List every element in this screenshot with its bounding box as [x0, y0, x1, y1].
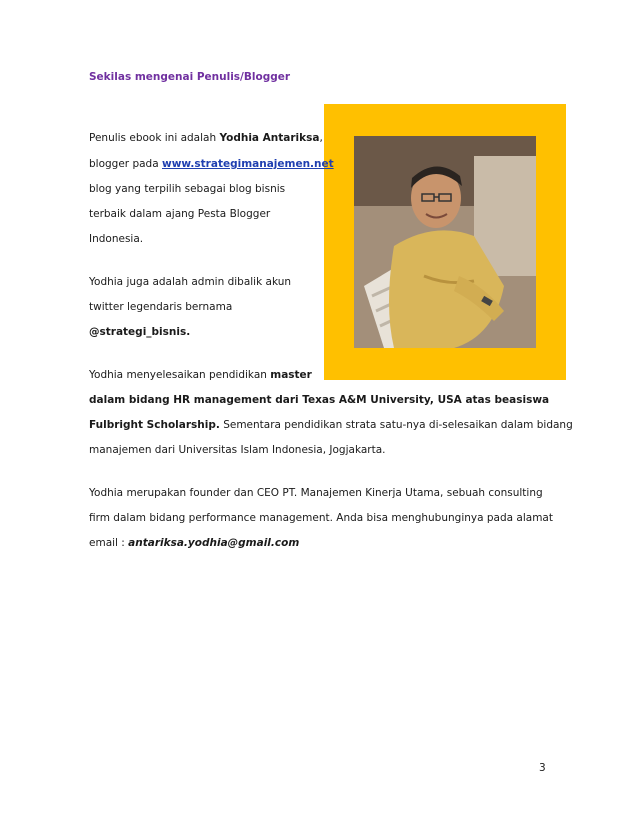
author-photo-frame: [324, 104, 566, 380]
text: ,: [319, 132, 323, 144]
p2-line-3: [89, 325, 190, 339]
author-name: Yodhia Antariksa: [219, 132, 320, 144]
p1-line-3: blog yang terpilih sebagai blog bisnis: [89, 183, 286, 195]
p3-line-4: manajemen dari Universitas Islam Indonesia, Jogjakarta.: [89, 444, 386, 456]
p4-line-3: [89, 536, 299, 550]
page-number: 3: [539, 762, 546, 774]
text: blogger pada: [89, 158, 162, 170]
p1-line-1: [89, 131, 323, 145]
p2-line-1: Yodhia juga adalah admin dibalik akun: [89, 276, 292, 288]
text: Penulis ebook ini adalah: [89, 132, 220, 144]
p1-line-5: Indonesia.: [89, 233, 144, 245]
bold-text: master: [270, 369, 312, 381]
p4-line-1: Yodhia merupakan founder dan CEO PT. Manajemen Kinerja Utama, sebuah consulting: [89, 487, 543, 499]
p3-line-2: [89, 393, 549, 407]
p2-line-2: twitter legendaris bernama: [89, 301, 233, 313]
p1-line-2: [89, 157, 334, 171]
bold-text: dalam bidang HR management dari Texas A&M University, USA atas beasiswa: [89, 394, 550, 406]
p3-line-3: [89, 418, 573, 432]
email-address: antariksa.yodhia@gmail.com: [128, 537, 300, 549]
text: Sementara pendidikan strata satu-nya di-selesaikan dalam bidang: [219, 419, 573, 431]
p1-line-4: terbaik dalam ajang Pesta Blogger: [89, 208, 271, 220]
text: email :: [89, 537, 129, 549]
blog-link[interactable]: www.strategimanajemen.net: [162, 158, 334, 170]
bold-text: Fulbright Scholarship.: [89, 419, 220, 431]
twitter-handle: @strategi_bisnis.: [89, 326, 191, 338]
author-photo: [354, 136, 536, 348]
text: Yodhia menyelesaikan pendidikan: [89, 369, 271, 381]
author-portrait-image: [354, 136, 536, 348]
section-heading: Sekilas mengenai Penulis/Blogger: [89, 71, 291, 83]
p4-line-2: firm dalam bidang performance management. Anda bisa menghubunginya pada alamat: [89, 512, 553, 524]
p3-line-1: [89, 368, 312, 382]
